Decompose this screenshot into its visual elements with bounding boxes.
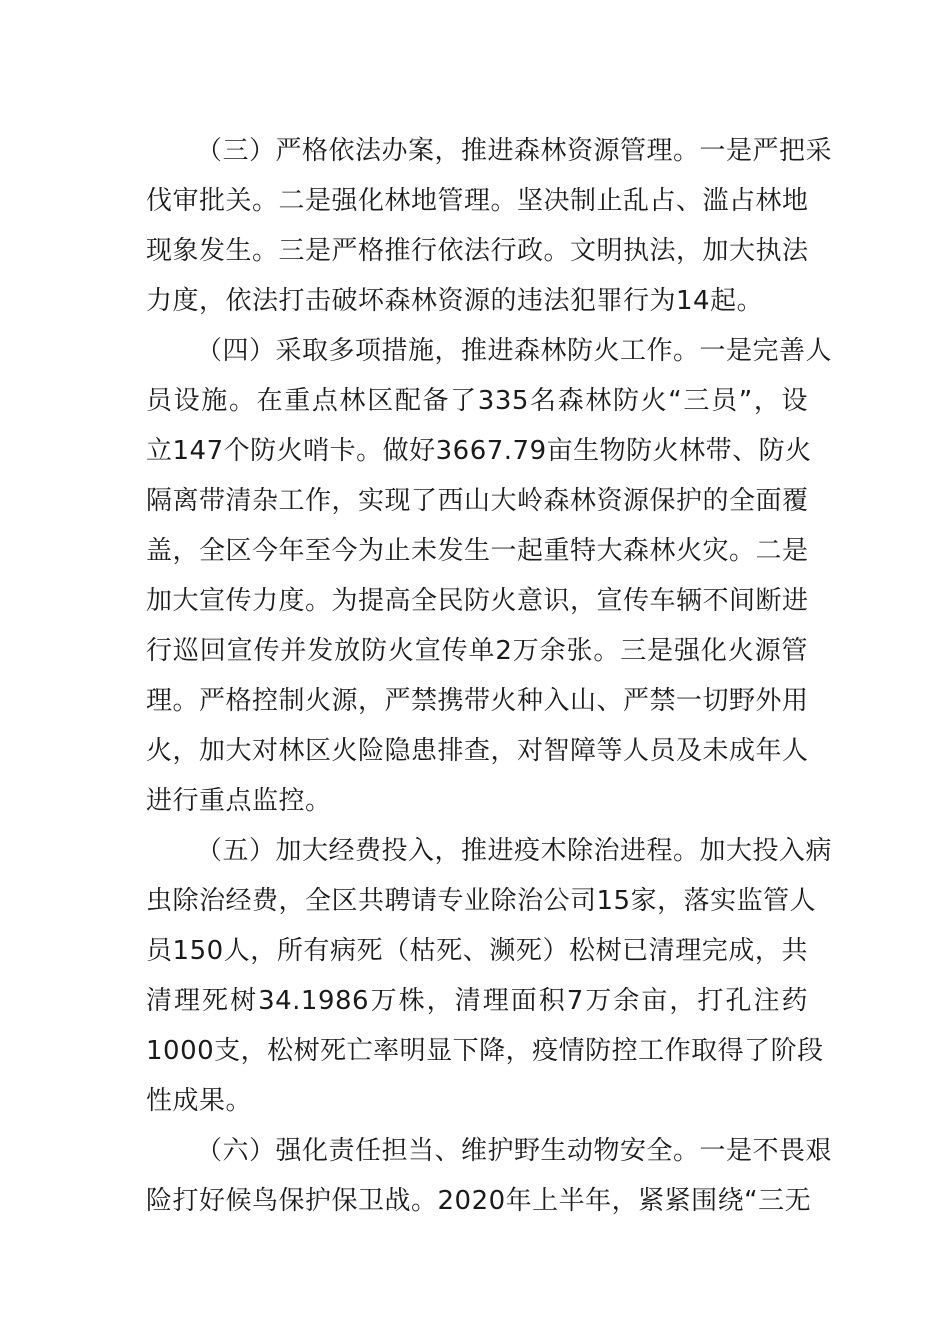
paragraph-5-line-4: 清理死树34.1986万株，清理面积7万余亩，打孔注药 <box>146 986 808 1016</box>
paragraph-4-line-1: （四）采取多项措施，推进森林防火工作。一是完善人 <box>196 336 833 366</box>
paragraph-6-line-2: 险打好候鸟保护保卫战。2020年上半年，紧紧围绕“三无 <box>146 1186 812 1216</box>
paragraph-4-line-4: 隔离带清杂工作，实现了西山大岭森林资源保护的全面覆 <box>146 486 809 516</box>
paragraph-4-line-3: 立147个防火哨卡。做好3667.79亩生物防火林带、防火 <box>146 436 812 466</box>
paragraph-4-line-2: 员设施。在重点林区配备了335名森林防火“三员”，设 <box>146 386 808 416</box>
paragraph-5-line-2: 虫除治经费，全区共聘请专业除治公司15家，落实监管人 <box>146 886 817 916</box>
paragraph-4-line-5: 盖，全区今年至今为止未发生一起重特大森林火灾。二是 <box>146 536 809 566</box>
paragraph-4-line-7: 行巡回宣传并发放防火宣传单2万余张。三是强化火源管 <box>146 636 808 666</box>
paragraph-5-line-5: 1000支，松树死亡率明显下降，疫情防控工作取得了阶段 <box>146 1036 824 1066</box>
paragraph-3-line-4: 力度，依法打击破坏森林资源的违法犯罪行为14起。 <box>146 286 764 316</box>
paragraph-4-line-6: 加大宣传力度。为提高全民防火意识，宣传车辆不间断进 <box>146 586 809 616</box>
paragraph-3-line-1: （三）严格依法办案，推进森林资源管理。一是严把采 <box>196 136 833 166</box>
paragraph-3-line-3: 现象发生。三是严格推行依法行政。文明执法，加大执法 <box>146 236 809 266</box>
paragraph-5-line-1: （五）加大经费投入，推进疫木除治进程。加大投入病 <box>196 836 833 866</box>
paragraph-6-line-1: （六）强化责任担当、维护野生动物安全。一是不畏艰 <box>196 1136 833 1166</box>
paragraph-4-line-10: 进行重点监控。 <box>146 786 332 816</box>
paragraph-4-line-9: 火，加大对林区火险隐患排查，对智障等人员及未成年人 <box>146 736 809 766</box>
paragraph-5-line-6: 性成果。 <box>146 1086 253 1116</box>
paragraph-3-line-2: 伐审批关。二是强化林地管理。坚决制止乱占、滥占林地 <box>146 186 809 216</box>
paragraph-4-line-8: 理。严格控制火源，严禁携带火种入山、严禁一切野外用 <box>146 686 809 716</box>
paragraph-5-line-3: 员150人，所有病死（枯死、濒死）松树已清理完成，共 <box>146 936 808 966</box>
